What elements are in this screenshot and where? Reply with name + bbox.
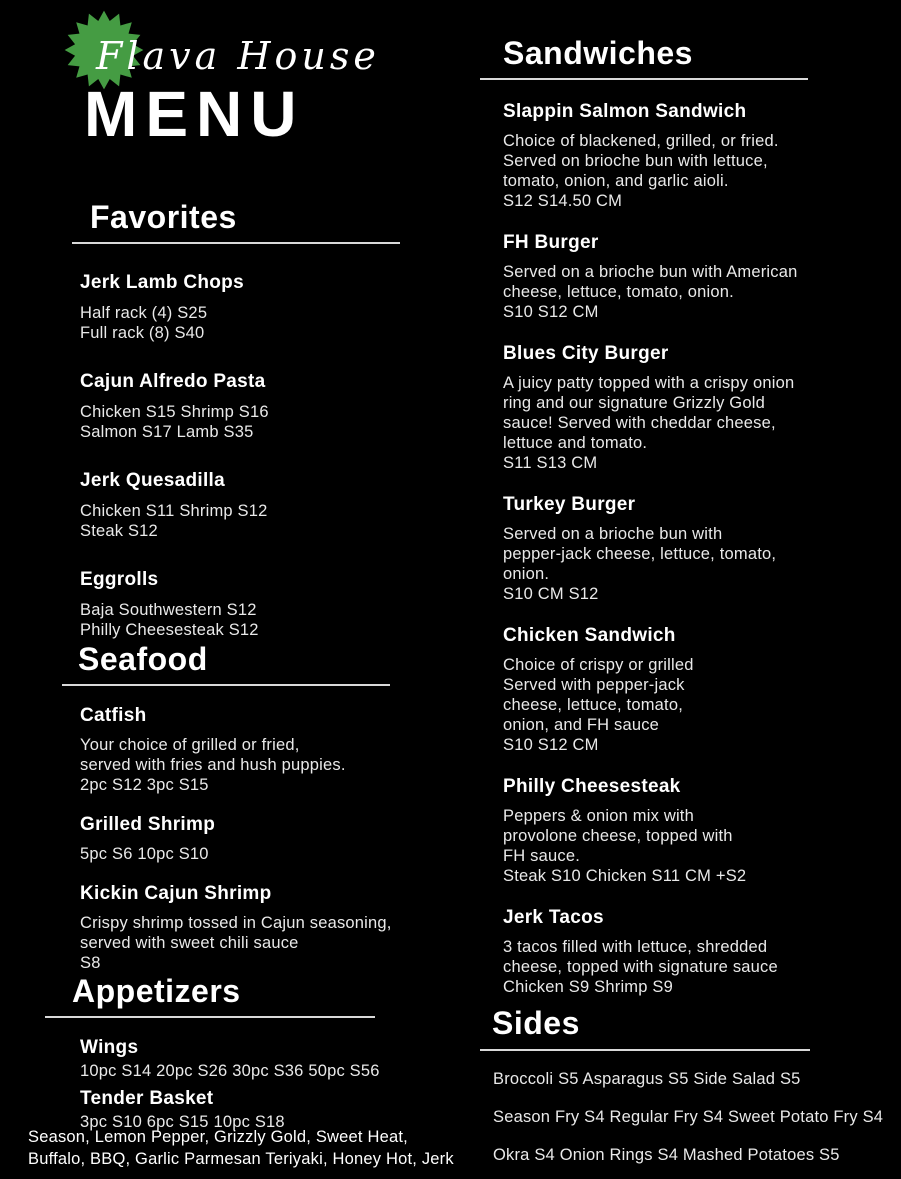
menu-item <box>480 100 808 211</box>
desc-line: Philly Cheesesteak S12 <box>80 621 259 639</box>
desc-line: Peppers & onion mix with <box>503 807 694 825</box>
section-divider <box>45 1016 375 1018</box>
desc-line: Baja Southwestern S12 <box>80 601 257 619</box>
desc-line: S8 <box>80 954 101 972</box>
section-appetizers <box>45 972 380 1132</box>
desc-line: S11 S13 CM <box>503 454 598 472</box>
item-name: Jerk Tacos <box>503 907 604 928</box>
item-desc <box>80 913 390 973</box>
item-name: Tender Basket <box>80 1088 214 1109</box>
menu-item <box>480 775 808 886</box>
sides-line: Broccoli S5 Asparagus S5 Side Salad S5 <box>493 1070 801 1088</box>
note-line: Season, Lemon Pepper, Grizzly Gold, Sweet Heat, <box>28 1128 408 1146</box>
item-desc <box>503 937 808 997</box>
menu-item <box>62 704 390 795</box>
section-title: Sandwiches <box>503 35 693 71</box>
desc-line: onion. <box>503 565 550 583</box>
desc-line: 3 tacos filled with lettuce, shredded <box>503 938 768 956</box>
item-name: Slappin Salmon Sandwich <box>503 101 747 122</box>
item-name: Blues City Burger <box>503 343 669 364</box>
item-desc <box>80 735 390 795</box>
section-title: Appetizers <box>72 973 241 1009</box>
note-line: Buffalo, BBQ, Garlic Parmesan Teriyaki, Honey Hot, Jerk <box>28 1150 454 1168</box>
desc-line: Choice of blackened, grilled, or fried. <box>503 132 779 150</box>
item-desc <box>80 501 400 541</box>
section-title: Favorites <box>90 199 237 235</box>
section-divider <box>62 684 390 686</box>
item-name: Grilled Shrimp <box>80 814 216 835</box>
desc-line: Crispy shrimp tossed in Cajun seasoning, <box>80 914 392 932</box>
desc-line: served with sweet chili sauce <box>80 934 299 952</box>
desc-line: Salmon S17 Lamb S35 <box>80 423 254 441</box>
desc-line: Chicken S11 Shrimp S12 <box>80 502 268 520</box>
desc-line: Served on a brioche bun with <box>503 525 723 543</box>
item-desc <box>80 402 400 442</box>
desc-line: ring and our signature Grizzly Gold <box>503 394 765 412</box>
page-title: MENU <box>84 78 305 150</box>
menu-item <box>62 813 390 864</box>
item-desc <box>503 262 808 322</box>
desc-line: cheese, lettuce, tomato, onion. <box>503 283 734 301</box>
sides-line: Season Fry S4 Regular Fry S4 Sweet Potato Fry S4 <box>493 1108 884 1126</box>
menu-item <box>72 469 400 541</box>
desc-line: tomato, onion, and garlic aioli. <box>503 172 729 190</box>
desc-line: 10pc S14 20pc S26 30pc S36 50pc S56 <box>80 1062 380 1080</box>
menu-item <box>480 342 808 473</box>
menu-item <box>72 370 400 442</box>
item-desc <box>503 806 808 886</box>
item-desc <box>80 600 400 640</box>
desc-line: Full rack (8) S40 <box>80 324 205 342</box>
item-name: Wings <box>80 1037 139 1058</box>
desc-line: FH sauce. <box>503 847 580 865</box>
item-name: Eggrolls <box>80 569 159 590</box>
desc-line: 3pc S10 6pc S15 10pc S18 <box>80 1113 285 1131</box>
desc-line: cheese, topped with signature sauce <box>503 958 778 976</box>
menu-item <box>480 906 808 997</box>
item-name: Jerk Lamb Chops <box>80 272 244 293</box>
desc-line: sauce! Served with cheddar cheese, <box>503 414 776 432</box>
flavors-note <box>28 1126 458 1170</box>
item-name: Turkey Burger <box>503 494 636 515</box>
desc-line: onion, and FH sauce <box>503 716 660 734</box>
item-desc <box>503 524 808 604</box>
desc-line: Served on brioche bun with lettuce, <box>503 152 768 170</box>
menu-item <box>480 231 808 322</box>
desc-line: S10 CM S12 <box>503 585 599 603</box>
section-seafood <box>62 640 390 973</box>
desc-line: S12 S14.50 CM <box>503 192 623 210</box>
desc-line: S10 S12 CM <box>503 736 599 754</box>
desc-line: pepper-jack cheese, lettuce, tomato, <box>503 545 777 563</box>
section-divider <box>72 242 400 244</box>
item-name: Jerk Quesadilla <box>80 470 225 491</box>
item-name: Catfish <box>80 705 147 726</box>
desc-line: Served with pepper-jack <box>503 676 685 694</box>
menu-item <box>62 882 390 973</box>
desc-line: Steak S12 <box>80 522 158 540</box>
menu-item <box>480 493 808 604</box>
desc-line: provolone cheese, topped with <box>503 827 733 845</box>
desc-line: Half rack (4) S25 <box>80 304 208 322</box>
desc-line: 5pc S6 10pc S10 <box>80 845 209 863</box>
section-sandwiches <box>480 34 808 997</box>
item-desc <box>503 131 808 211</box>
desc-line: A juicy patty topped with a crispy onion <box>503 374 795 392</box>
item-name: Chicken Sandwich <box>503 625 676 646</box>
item-desc <box>80 844 390 864</box>
desc-line: served with fries and hush puppies. <box>80 756 346 774</box>
desc-line: Served on a brioche bun with American <box>503 263 798 281</box>
menu-item <box>72 271 400 343</box>
desc-line: Your choice of grilled or fried, <box>80 736 300 754</box>
item-desc <box>503 373 808 473</box>
desc-line: Chicken S9 Shrimp S9 <box>503 978 673 996</box>
menu-item <box>72 568 400 640</box>
section-title: Seafood <box>78 641 208 677</box>
item-desc <box>80 1061 380 1081</box>
item-desc <box>80 303 400 343</box>
sides-line: Okra S4 Onion Rings S4 Mashed Potatoes S5 <box>493 1146 840 1164</box>
item-name: Cajun Alfredo Pasta <box>80 371 266 392</box>
section-sides <box>480 1005 884 1165</box>
menu-item <box>480 624 808 755</box>
brand-name: Flava House <box>96 34 380 78</box>
desc-line: Steak S10 Chicken S11 CM +S2 <box>503 867 747 885</box>
section-divider <box>480 1049 810 1051</box>
item-name: Philly Cheesesteak <box>503 776 681 797</box>
desc-line: Chicken S15 Shrimp S16 <box>80 403 269 421</box>
item-desc <box>503 655 808 755</box>
section-title: Sides <box>492 1005 580 1041</box>
desc-line: S10 S12 CM <box>503 303 599 321</box>
section-divider <box>480 78 808 80</box>
menu-item <box>45 1036 380 1081</box>
desc-line: Choice of crispy or grilled <box>503 656 694 674</box>
section-favorites <box>72 198 400 640</box>
desc-line: cheese, lettuce, tomato, <box>503 696 683 714</box>
item-name: Kickin Cajun Shrimp <box>80 883 272 904</box>
desc-line: lettuce and tomato. <box>503 434 648 452</box>
item-name: FH Burger <box>503 232 599 253</box>
desc-line: 2pc S12 3pc S15 <box>80 776 209 794</box>
